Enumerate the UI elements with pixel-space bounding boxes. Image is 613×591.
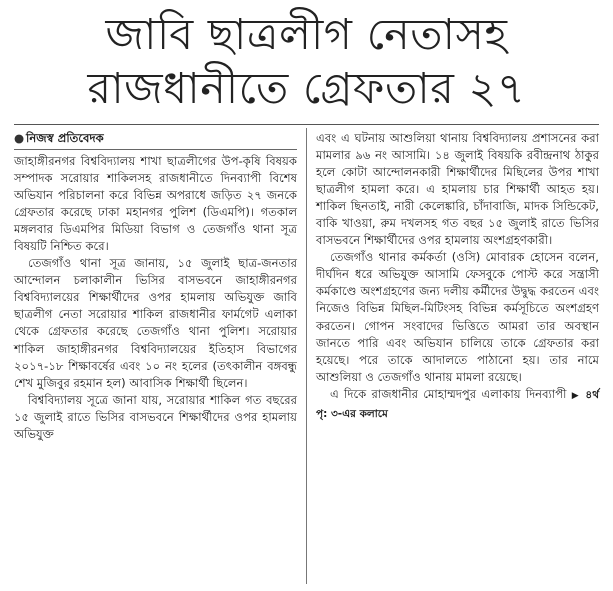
column-divider xyxy=(306,128,307,584)
left-column xyxy=(14,130,297,443)
right-column xyxy=(316,130,599,423)
article-paragraph: তেজগাঁও থানা সূত্র জানায়, ১৫ জুলাই ছাত্র-জনতার আন্দোলন চলাকালীন ভিসির বাসভবনে জাহাঙ্গীরনগর বিশ্ববিদ্যালয়ের শিক্ষার্থীদের ওপর হামলায় অভিযুক্ত জাবি ছাত্রলীগ নেতা সরোয়ার শাকিল রাজধানীর ফার্মগেট এলাকা থেকে গ্রেফতার করেছে তেজগাঁও থানা পুলিশ। সরোয়ার শাকিল জাহাঙ্গীরনগর বিশ্ববিদ্যালয়ের ইতিহাস বিভাগের ২০১৭-১৮ শিক্ষাবর্ষের এবং ১০ নং হলের (তৎকালীন বঙ্গবন্ধু শেখ মুজিবুর রহমান হল) আবাসিক শিক্ষার্থী ছিলেন। xyxy=(14,256,297,390)
article-paragraph: এবং এ ঘটনায় আশুলিয়া থানায় বিশ্ববিদ্যালয় প্রশাসনের করা মামলার ৯৬ নং আসামি। ১৪ জুলাই বিষয়কি রবীন্দ্রনাথ ঠাকুর হলে কোটা আন্দোলনকারী শিক্ষার্থীদের মিছিলের উপর শাখা ছাত্রলীগ হামলা করে। এ হামলায় চার শিক্ষার্থী আহত হয়। শাকিল ছিনতাই, নারী কেলেঙ্কারি, চাঁদাবাজি, মাদক সিন্ডিকেট, বাকি খাওয়া, রুম দখলসহ গত বছর ১৫ জুলাই রাতে ভিসির বাসভবনে শিক্ষার্থীদের ওপর হামলায় অংশগ্রহণকারী। xyxy=(316,131,599,248)
headline-line-2: রাজধানীতে গ্রেফতার ২৭ xyxy=(87,64,526,114)
bullet-icon: ● xyxy=(14,131,25,145)
headline-line-1: জাবি ছাত্রলীগ নেতাসহ xyxy=(105,10,508,60)
byline-text: নিজস্ব প্রতিবেদক xyxy=(26,131,104,145)
continue-arrow-icon: ▶ xyxy=(571,390,581,401)
headline xyxy=(0,8,613,116)
headline-rule xyxy=(14,124,599,125)
article-paragraph: তেজগাঁও থানার কর্মকর্তা (ওসি) মোবারক হোসেন বলেন, দীর্ঘদিন ধরে অভিযুক্ত আসামি ফেসবুকে পোস্ট করে সন্ত্রাসী কর্মকাণ্ডে অংশগ্রহণের জন্য দলীয় কর্মীদের উদ্বুদ্ধ করতেন এবং নিজেও বিভিন্ন মিছিল-মিটিংসহ বিভিন্ন কর্মসূচিতে অংশগ্রহণ করতেন। গোপন সংবাদের ভিত্তিতে আমরা তার অবস্থান জানতে পারি এবং অভিযান চালিয়ে তাকে গ্রেফতার করা হয়েছে। পরে তাকে আদালতে পাঠানো হয়। তার নামে আশুলিয়া ও তেজগাঁও থানায় মামলা রয়েছে। xyxy=(316,250,599,384)
article-paragraph: জাহাঙ্গীরনগর বিশ্ববিদ্যালয় শাখা ছাত্রলীগের উপ-কৃষি বিষয়ক সম্পাদক সরোয়ার শাকিলসহ রাজধানীতে দিনব্যাপী বিশেষ অভিযান পরিচালনা করে বিভিন্ন অপরাধে জড়িত ২৭ জনকে গ্রেফতার করেছে ঢাকা মহানগর পুলিশ (ডিএমপি)। গতকাল মঙ্গলবার ডিএমপির মিডিয়া বিভাগ ও তেজগাঁও থানা সূত্র বিষয়টি নিশ্চিত করে। xyxy=(14,154,297,254)
byline xyxy=(14,130,297,150)
article-paragraph-last xyxy=(316,386,599,423)
article-paragraph: বিশ্ববিদ্যালয় সূত্রে জানা যায়, সরোয়ার শাকিল গত বছরের ১৫ জুলাই রাতে ভিসির বাসভবনে শিক্ষার্থীদের ওপর হামলায় অভিযুক্ত xyxy=(14,392,297,441)
jump-reference: ৪র্থ পৃ: ৩-এর কলামে xyxy=(316,388,600,420)
article-text: এ দিকে রাজধানীর মোহাম্মদপুর এলাকায় দিনব্যাপী xyxy=(330,386,567,401)
